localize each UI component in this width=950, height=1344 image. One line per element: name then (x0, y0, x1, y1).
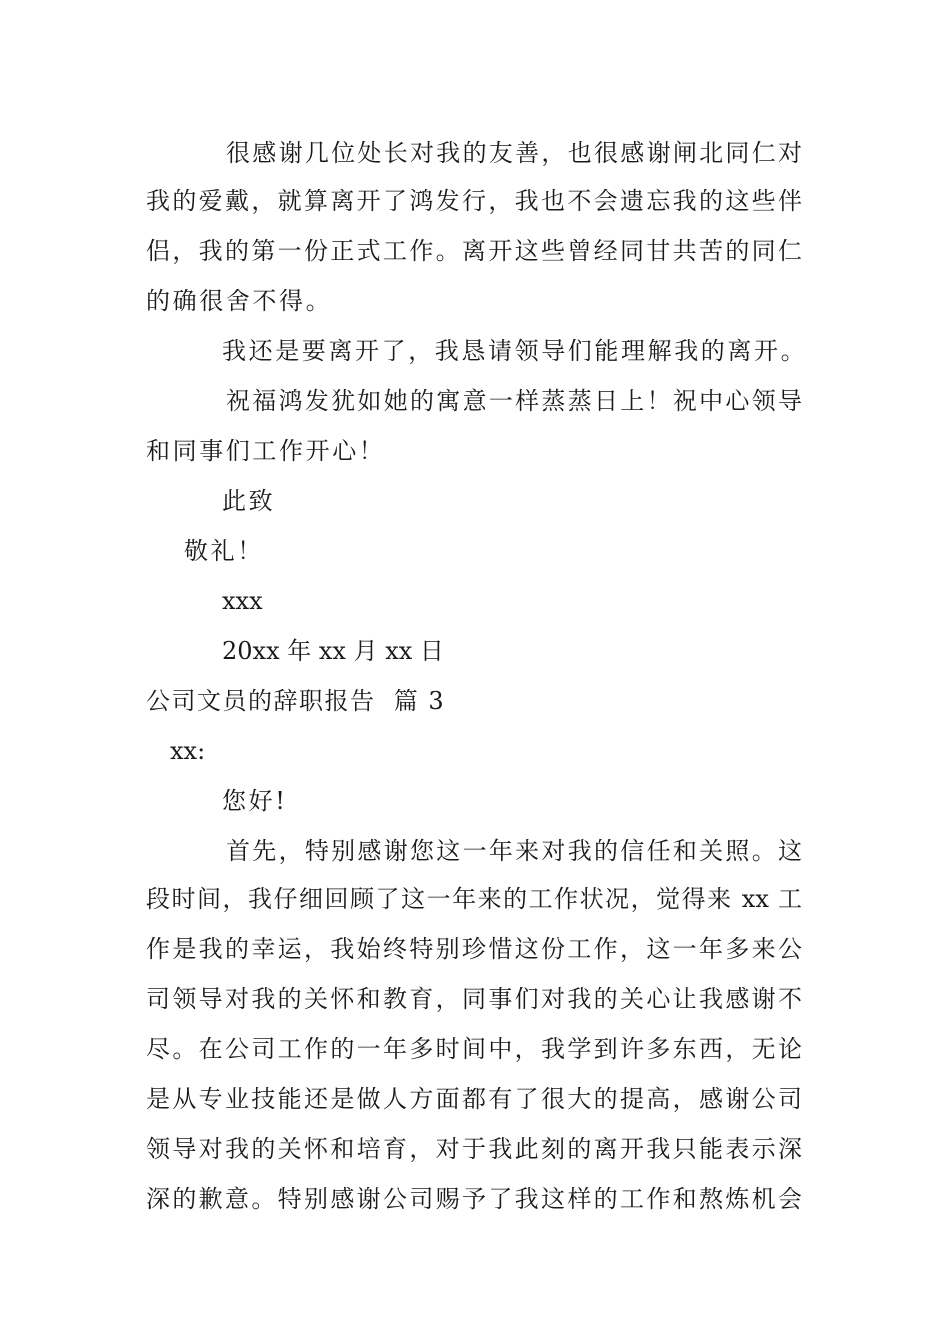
paragraph-line: 我还是要离开了，我恳请领导们能理解我的离开。 (222, 337, 808, 365)
section-heading: 公司文员的辞职报告 篇 3 (146, 687, 446, 715)
paragraph-line: 侣，我的第一份正式工作。离开这些曾经同甘共苦的同仁 (146, 237, 802, 265)
salute-text: 敬礼！ (184, 537, 264, 565)
greeting-text: 您好! (222, 787, 288, 815)
paragraph-line: 段时间，我仔细回顾了这一年来的工作状况，觉得来 xx 工 (146, 885, 802, 913)
paragraph-line: 司领导对我的关怀和教育，同事们对我的关心让我感谢不 (146, 985, 802, 1013)
paragraph-line: 是从专业技能还是做人方面都有了很大的提高，感谢公司 (146, 1085, 802, 1113)
signature-text: xxx (222, 587, 263, 615)
closing-text: 此致 (222, 487, 276, 515)
addressee-text: xx: (170, 737, 206, 765)
paragraph-line: 首先，特别感谢您这一年来对我的信任和关照。这 (226, 837, 802, 865)
paragraph-line: 领导对我的关怀和培育，对于我此刻的离开我只能表示深 (146, 1135, 802, 1163)
paragraph-line: 很感谢几位处长对我的友善，也很感谢闸北同仁对 (226, 139, 802, 167)
paragraph-line: 深的歉意。特别感谢公司赐予了我这样的工作和熬炼机会 (146, 1185, 802, 1213)
paragraph-line: 我的爱戴，就算离开了鸿发行，我也不会遗忘我的这些伴 (146, 187, 802, 215)
date-text: 20xx 年 xx 月 xx 日 (222, 637, 444, 665)
paragraph-line: 祝福鸿发犹如她的寓意一样蒸蒸日上！祝中心领导 (226, 387, 802, 415)
paragraph-line: 的确很舍不得。 (146, 287, 333, 315)
paragraph-line: 作是我的幸运，我始终特别珍惜这份工作，这一年多来公 (146, 935, 802, 963)
paragraph-line: 尽。在公司工作的一年多时间中，我学到许多东西，无论 (146, 1035, 802, 1063)
paragraph-line: 和同事们工作开心！ (146, 437, 386, 465)
